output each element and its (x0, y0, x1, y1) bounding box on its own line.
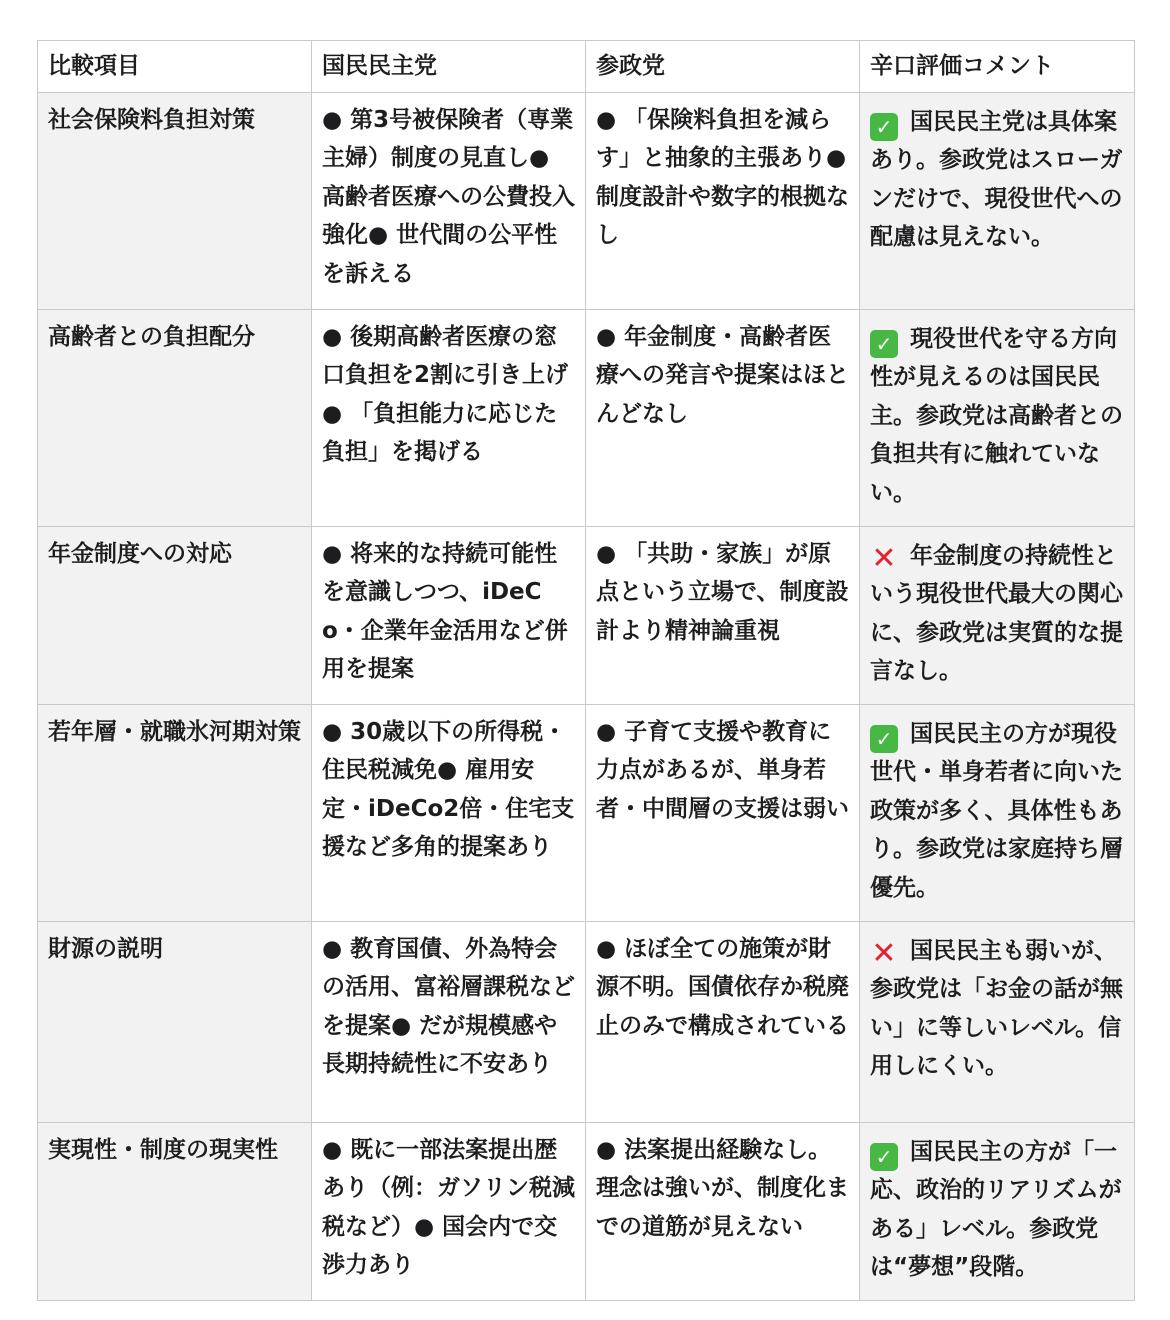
item-cell: 実現性・制度の現実性 (38, 1122, 312, 1300)
check-icon: ✓ (870, 113, 898, 141)
cross-icon: ✕ (871, 540, 897, 576)
sanseito-cell: ● 子育て支援や教育に力点があるが、単身若者・中間層の支援は弱い (586, 704, 860, 921)
item-cell: 若年層・就職氷河期対策 (38, 704, 312, 921)
header-dpfp: 国民民主党 (312, 41, 586, 93)
table-row (38, 309, 1135, 526)
comment-text: 現役世代を守る方向性が見えるのは国民民主。参政党は高齢者との負担共有に触れていない。 (870, 325, 1123, 506)
comparison-table (37, 40, 1135, 1301)
check-icon: ✓ (870, 330, 898, 358)
dpfp-cell: ● 将来的な持続可能性を意識しつつ、iDeCo・企業年金活用など併用を提案 (312, 526, 586, 704)
comment-cell (860, 309, 1135, 526)
cross-icon: ✕ (871, 935, 897, 971)
header-sanseito: 参政党 (586, 41, 860, 93)
sanseito-cell: ● 年金制度・高齢者医療への発言や提案はほとんどなし (586, 309, 860, 526)
comment-cell (860, 526, 1135, 704)
item-cell: 社会保険料負担対策 (38, 92, 312, 309)
comment-cell (860, 1122, 1135, 1300)
comment-text: 国民民主の方が現役世代・単身若者に向いた政策が多く、具体性もあり。参政党は家庭持ち層優先。 (870, 720, 1123, 901)
sanseito-cell: ● 法案提出経験なし。理念は強いが、制度化までの道筋が見えない (586, 1122, 860, 1300)
sanseito-cell: ● ほぼ全ての施策が財源不明。国債依存か税廃止のみで構成されている (586, 921, 860, 1122)
comment-text: 国民民主の方が「一応、政治的リアリズムがある」レベル。参政党は“夢想”段階。 (870, 1138, 1122, 1280)
comment-text: 国民民主も弱いが、参政党は「お金の話が無い」に等しいレベル。信用しにくい。 (870, 937, 1123, 1079)
comment-cell (860, 921, 1135, 1122)
dpfp-cell: ● 30歳以下の所得税・住民税減免● 雇用安定・iDeCo2倍・住宅支援など多角的提案あり (312, 704, 586, 921)
dpfp-cell: ● 既に一部法案提出歴あり（例：ガソリン税減税など）● 国会内で交渉力あり (312, 1122, 586, 1300)
sanseito-cell: ● 「保険料負担を減らす」と抽象的主張あり● 制度設計や数字的根拠なし (586, 92, 860, 309)
table-body (38, 92, 1135, 1300)
item-cell: 高齢者との負担配分 (38, 309, 312, 526)
comment-text: 国民民主党は具体案あり。参政党はスローガンだけで、現役世代への配慮は見えない。 (870, 108, 1123, 250)
dpfp-cell: ● 第3号被保険者（専業主婦）制度の見直し● 高齢者医療への公費投入強化● 世代間の公平性を訴える (312, 92, 586, 309)
comment-cell (860, 704, 1135, 921)
header-item: 比較項目 (38, 41, 312, 93)
table-row (38, 704, 1135, 921)
table-row (38, 921, 1135, 1122)
item-cell: 年金制度への対応 (38, 526, 312, 704)
comparison-table-container (37, 40, 1134, 1301)
comment-text: 年金制度の持続性という現役世代最大の関心に、参政党は実質的な提言なし。 (870, 542, 1123, 684)
comment-cell (860, 92, 1135, 309)
check-icon: ✓ (870, 1143, 898, 1171)
table-row (38, 526, 1135, 704)
dpfp-cell: ● 後期高齢者医療の窓口負担を2割に引き上げ● 「負担能力に応じた負担」を掲げる (312, 309, 586, 526)
item-cell: 財源の説明 (38, 921, 312, 1122)
header-row (38, 41, 1135, 93)
check-icon: ✓ (870, 725, 898, 753)
table-row (38, 92, 1135, 309)
header-comment: 辛口評価コメント (860, 41, 1135, 93)
table-row (38, 1122, 1135, 1300)
table-header (38, 41, 1135, 93)
dpfp-cell: ● 教育国債、外為特会の活用、富裕層課税などを提案● だが規模感や長期持続性に不安あり (312, 921, 586, 1122)
sanseito-cell: ● 「共助・家族」が原点という立場で、制度設計より精神論重視 (586, 526, 860, 704)
